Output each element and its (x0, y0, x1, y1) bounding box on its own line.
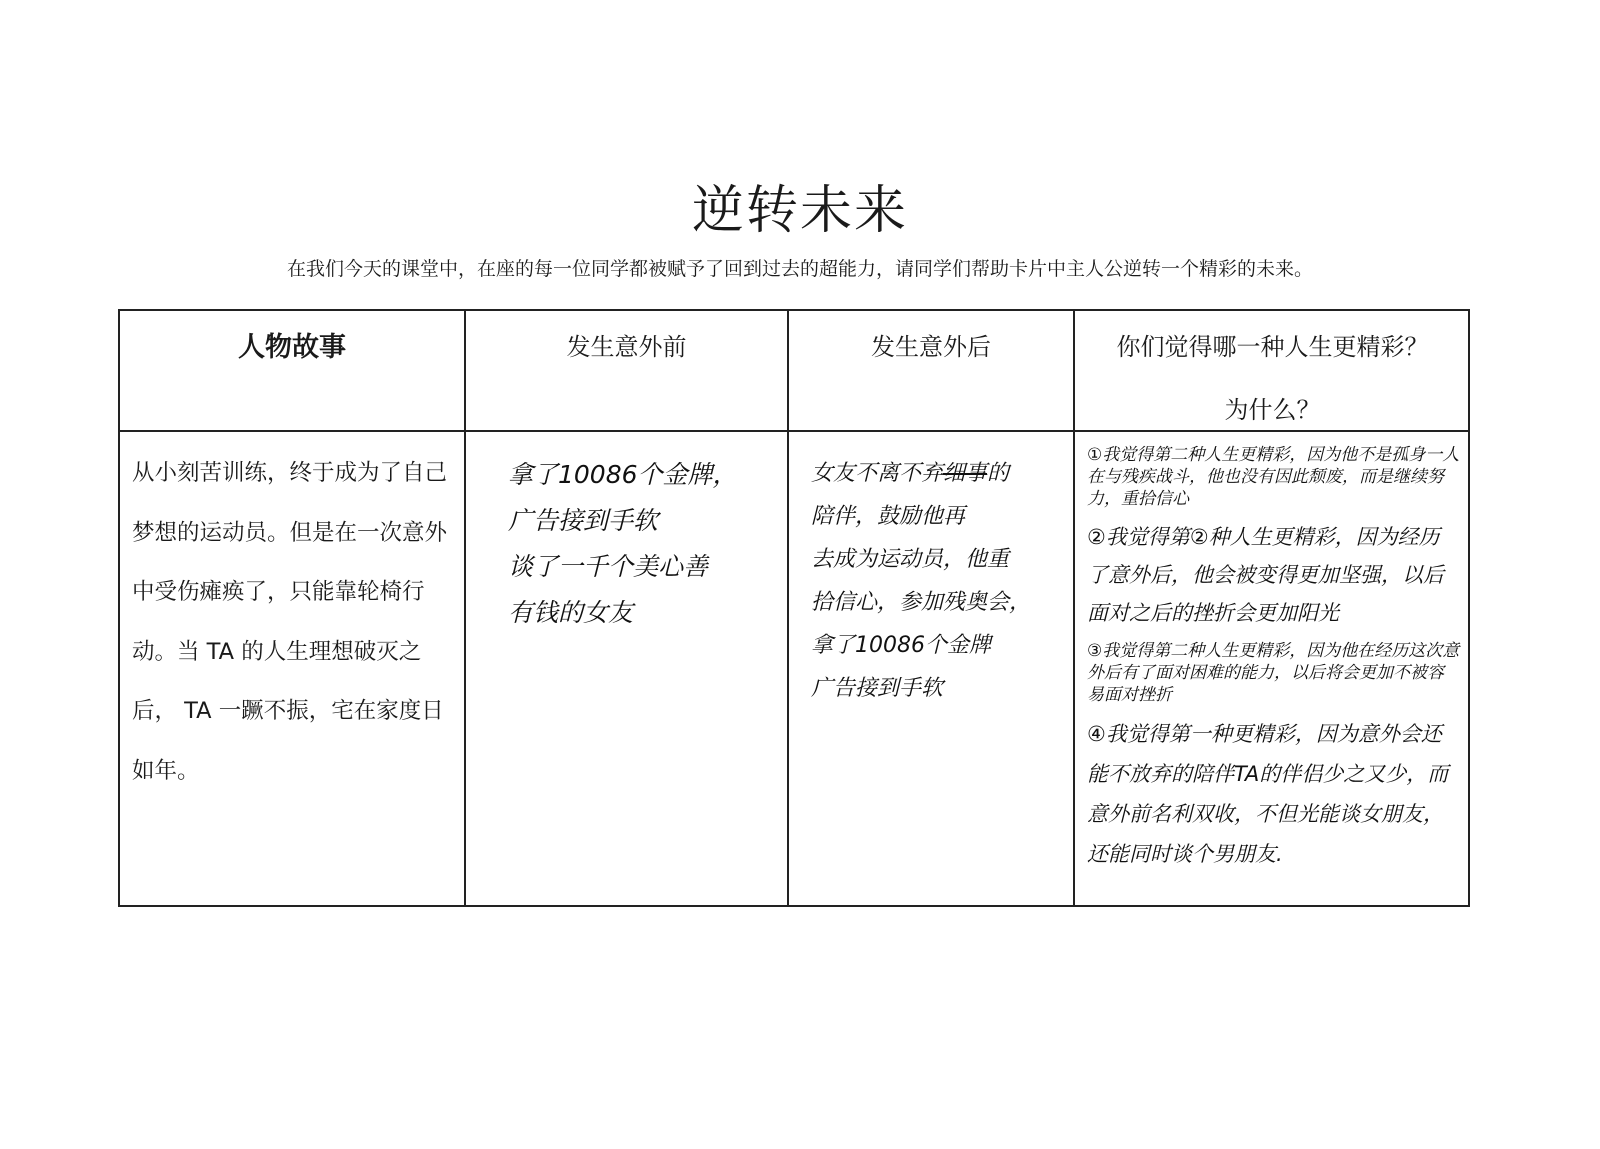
after-line-text: 的 (987, 461, 1010, 486)
answer-3: ③我觉得第二种人生更精彩，因为他在经历这次意外后有了面对困难的能力，以后将会更加不被容易面对挫折 (1087, 641, 1460, 705)
answer-4: ④我觉得第一种更精彩，因为意外会还能不放弃的陪伴TA的伴侣少之又少，而意外前名利双收，不但光能谈女朋友，还能同时谈个男朋友. (1087, 722, 1449, 866)
handwritten-after (801, 444, 1063, 710)
after-line: 陪伴，鼓励他再 (811, 504, 966, 529)
intro-text: 在我们今天的课堂中，在座的每一位同学都被赋予了回到过去的超能力，请同学们帮助卡片中主人公逆转一个精彩的未来。 (286, 258, 1313, 280)
header-after (789, 311, 1073, 432)
story-text: 从小刻苦训练，终于成为了自己梦想的运动员。但是在一次意外中受伤瘫痪了，只能靠轮椅行动。当 TA 的人生理想破灭之后， TA 一蹶不振，宅在家度日如年。 (132, 460, 448, 784)
worksheet-table (118, 309, 1470, 907)
before-line: 谈了一千个美心善 (508, 552, 709, 581)
after-line (811, 452, 1063, 495)
after-line: 拾信心，参加残奥会， (811, 590, 1032, 615)
crossed-out-text: 细事 (943, 461, 988, 486)
cell-after (789, 432, 1073, 905)
handwritten-before (478, 444, 777, 636)
column-before (466, 311, 789, 905)
header-question (1075, 311, 1470, 432)
header-question-label: 你们觉得哪一种人生更精彩？ (1116, 333, 1429, 361)
cell-story (120, 432, 464, 905)
after-line: 广告接到手软 (811, 676, 944, 701)
header-before-label: 发生意外前 (566, 333, 687, 361)
page-title: 逆转未来 (691, 181, 908, 241)
header-story (120, 311, 464, 432)
after-line: 去成为运动员，他重 (811, 547, 1010, 572)
answer-2: ②我觉得第②种人生更精彩，因为经历了意外后，他会被变得更加坚强，以后面对之后的挫折会更加阳光 (1087, 525, 1444, 625)
answer-1: ①我觉得第二种人生更精彩，因为他不是孤身一人在与残疾战斗，他也没有因此颓废，而是继续努力，重拾信心 (1087, 445, 1460, 509)
cell-before (466, 432, 787, 905)
column-after (789, 311, 1075, 905)
header-after-label: 发生意外后 (871, 333, 991, 361)
before-line: 有钱的女友 (508, 598, 634, 627)
header-before (466, 311, 787, 432)
header-question-why: 为什么？ (1224, 396, 1321, 424)
before-line: 广告接到手软 (508, 506, 659, 535)
header-story-label: 人物故事 (238, 332, 346, 363)
cell-answers (1075, 432, 1470, 905)
after-line-text: 女友不离不弃 (811, 461, 944, 486)
column-question (1075, 311, 1470, 905)
after-line: 拿了10086个金牌 (811, 633, 991, 658)
before-line: 拿了10086个金牌， (508, 460, 738, 489)
column-story (120, 311, 466, 905)
handwritten-answers (1087, 444, 1460, 874)
